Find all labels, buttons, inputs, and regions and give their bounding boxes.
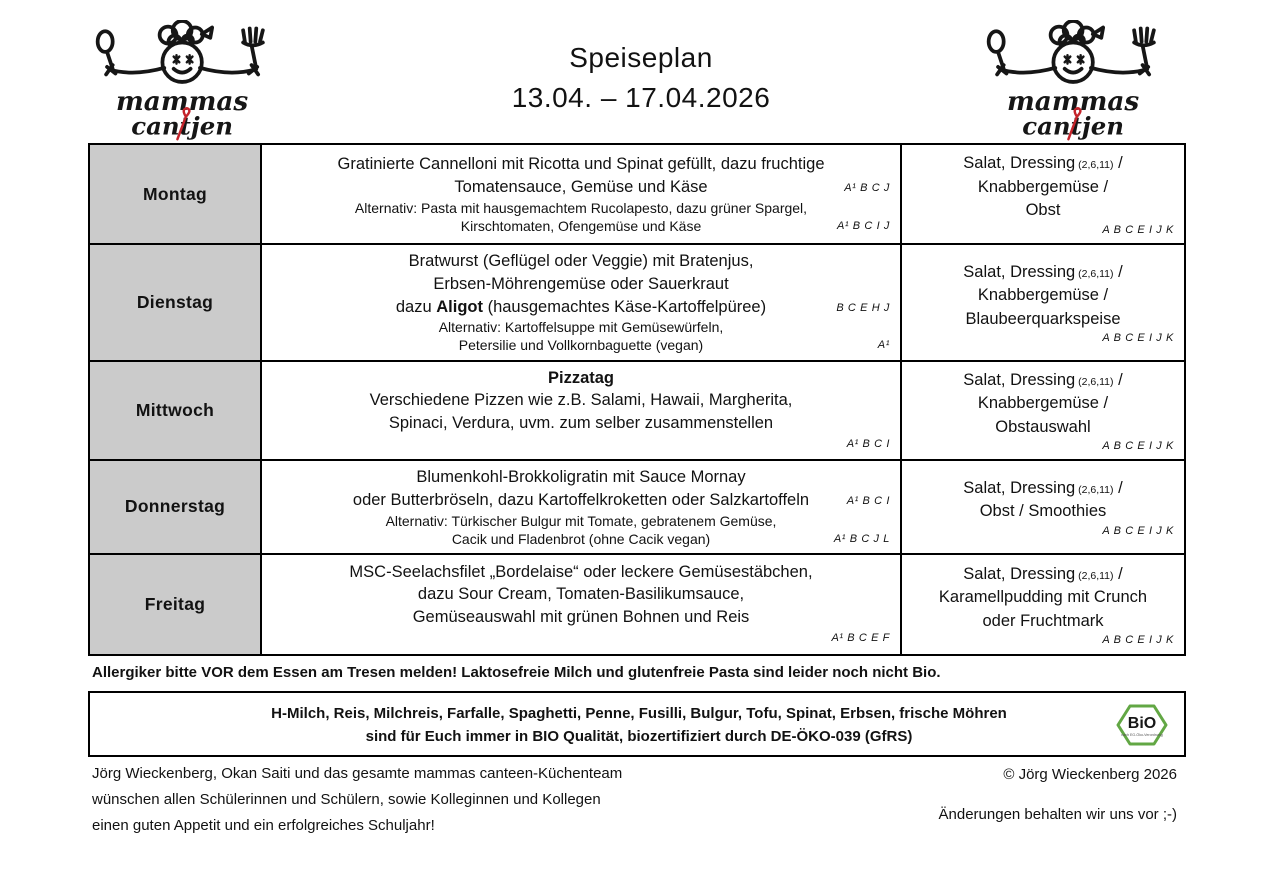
menu-line-text: Alternativ: Pasta mit hausgemachtem Rucolapesto, dazu grüner Spargel,: [354, 199, 808, 216]
dressing-note: (2,6,11): [1075, 569, 1114, 582]
menu-line-text: Alternativ: Kartoffelsuppe mit Gemüsewürfeln,: [438, 319, 724, 336]
menu-line-text: Karamellpudding mit Crunch: [938, 588, 1148, 607]
menu-line: [270, 489, 892, 512]
dish-text: /: [1113, 370, 1123, 389]
allergen-codes: A¹ B C I: [846, 495, 890, 508]
menu-line: [270, 389, 892, 412]
menu-line-text: Blaubeerquarkspeise: [965, 309, 1121, 328]
menu-row-freitag: [90, 553, 1184, 654]
allergen-codes: A¹ B C I: [846, 437, 890, 450]
day-label: Dienstag: [90, 245, 262, 360]
menu-line: [910, 500, 1176, 523]
header: [0, 0, 1282, 143]
menu-line-text: Pizzatag: [547, 368, 615, 387]
menu-line: [270, 583, 892, 606]
allergen-codes: A B C E I J K: [1102, 634, 1174, 646]
allergen-codes: A B C E I J K: [1102, 331, 1174, 344]
menu-line: [910, 586, 1176, 609]
menu-line: [270, 512, 892, 530]
menu-line-text: MSC-Seelachsfilet „Bordelaise“ oder leckere Gemüsestäbchen,: [349, 562, 813, 581]
side-dish-cell: [902, 245, 1184, 360]
bio-certificate-line: sind für Euch immer in BIO Qualität, biozertifiziert durch DE-ÖKO-039 (GfRS): [365, 728, 913, 746]
footer-greeting-line3: einen guten Appetit und ein erfolgreiches Schuljahr!: [92, 816, 435, 834]
menu-line: [270, 336, 892, 354]
menu-line: [270, 367, 892, 390]
menu-line-text: dazu Sour Cream, Tomaten-Basilikumsauce,: [417, 585, 745, 604]
menu-line-text: Obst: [1025, 201, 1061, 220]
day-label: Donnerstag: [90, 461, 262, 553]
menu-line-text: Salat, Dressing (2,6,11) /: [963, 564, 1123, 583]
menu-line: [270, 217, 892, 235]
menu-line-text: Salat, Dressing (2,6,11) /: [963, 262, 1123, 281]
menu-line-text: Spinaci, Verdura, uvm. zum selber zusammenstellen: [388, 414, 774, 433]
side-dish-cell: [902, 362, 1184, 459]
menu-line-text: Salat, Dressing (2,6,11) /: [963, 154, 1123, 173]
dish-text: /: [1113, 479, 1123, 497]
main-dish-cell: [262, 461, 902, 553]
menu-line-text: oder Butterbröseln, dazu Kartoffelkroketten oder Salzkartoffeln: [352, 490, 810, 509]
side-dish-cell: [902, 145, 1184, 243]
logo-word-mammas: mammas: [1007, 86, 1140, 118]
menu-line: [270, 296, 892, 319]
main-dish-cell: [262, 555, 902, 654]
allergen-codes: A B C E I J K: [1102, 524, 1174, 537]
menu-line: [910, 308, 1176, 331]
bio-hexagon-icon: [1112, 699, 1172, 751]
dish-text: /: [1113, 262, 1123, 281]
allergen-codes: A¹ B C J L: [833, 532, 890, 545]
logo-word-canteen: cantjen: [1022, 111, 1124, 141]
menu-line-text: Knabbergemüse /: [977, 394, 1109, 413]
menu-line: [910, 199, 1176, 222]
menu-line: [270, 250, 892, 273]
menu-line: [270, 199, 892, 217]
allergy-notice: Allergiker bitte VOR dem Essen am Tresen melden! Laktosefreie Milch und glutenfreie Pasta sind leider noch nicht Bio.: [92, 664, 941, 681]
dish-text: /: [1113, 154, 1123, 173]
menu-line-text: Kirschtomaten, Ofengemüse und Käse: [460, 217, 702, 234]
menu-line: [270, 412, 892, 435]
menu-line: [910, 176, 1176, 199]
footer-greeting-line2: wünschen allen Schülerinnen und Schülern, sowie Kolleginnen und Kollegen: [92, 790, 601, 808]
dish-highlight: Aligot: [436, 297, 483, 316]
menu-line-text: Alternativ: Türkischer Bulgur mit Tomate, gebratenem Gemüse,: [385, 512, 777, 529]
allergen-codes: A B C E I J K: [1102, 223, 1174, 236]
bio-certification-box: [88, 691, 1186, 757]
menu-line-text: Erbsen-Möhrengemüse oder Sauerkraut: [433, 274, 729, 293]
menu-row-dienstag: [90, 243, 1184, 360]
menu-line-text: Verschiedene Pizzen wie z.B. Salami, Hawaii, Margherita,: [369, 391, 793, 410]
menu-line: [910, 369, 1176, 392]
menu-line-text: Obst / Smoothies: [979, 502, 1107, 521]
allergen-codes: A¹ B C J: [844, 182, 890, 195]
bio-text: [90, 702, 1188, 749]
menu-line-text: Obstauswahl: [995, 417, 1091, 436]
menu-row-donnerstag: [90, 459, 1184, 553]
menu-line-text: Cacik und Fladenbrot (ohne Cacik vegan): [451, 530, 711, 547]
menu-line: [270, 273, 892, 296]
date-range: 13.04. – 17.04.2026: [511, 82, 771, 114]
menu-line: [910, 261, 1176, 284]
menu-line-text: oder Fruchtmark: [982, 611, 1104, 630]
day-label: Freitag: [90, 555, 262, 654]
main-dish-cell: [262, 145, 902, 243]
menu-line-text: [396, 298, 766, 316]
side-dish-cell: [902, 555, 1184, 654]
menu-line: [270, 629, 892, 648]
page-title: Speiseplan: [569, 42, 713, 73]
menu-line-text: Salat, Dressing (2,6,11) /: [963, 479, 1123, 497]
menu-row-montag: [90, 145, 1184, 243]
dish-text: (hausgemachtes Käse-Kartoffelpüree): [483, 297, 767, 316]
bio-seal: [1112, 699, 1172, 756]
dressing-note: (2,6,11): [1075, 159, 1114, 172]
menu-line-text: Knabbergemüse /: [977, 286, 1109, 305]
menu-line-text: Blumenkohl-Brokkoligratin mit Sauce Mornay: [416, 467, 746, 486]
menu-line-text: Gratinierte Cannelloni mit Ricotta und Spinat gefüllt, dazu fruchtige: [337, 155, 825, 174]
dressing-note: (2,6,11): [1075, 375, 1114, 388]
menu-table: [88, 143, 1186, 656]
menu-line: [910, 477, 1176, 500]
menu-line-text: Petersilie und Vollkornbaguette (vegan): [458, 337, 704, 354]
menu-line: [270, 153, 892, 176]
allergen-codes: A¹ B C I J: [836, 219, 890, 232]
changes-disclaimer: Änderungen behalten wir uns vor ;-): [938, 806, 1177, 823]
menu-line-text: Tomatensauce, Gemüse und Käse: [454, 177, 708, 196]
menu-line: [270, 466, 892, 489]
menu-line-text: Gemüseauswahl mit grünen Bohnen und Reis: [412, 608, 750, 627]
bio-seal-subtext: nach EG-Öko-Verordnung: [1121, 733, 1163, 737]
menu-line: [270, 530, 892, 548]
logo-word-mammas: mammas: [116, 86, 249, 118]
menu-line: [910, 563, 1176, 586]
menu-line: [270, 318, 892, 336]
menu-line: [270, 435, 892, 454]
menu-line: [910, 610, 1176, 633]
menu-line: [910, 416, 1176, 439]
footer-greeting: [92, 761, 732, 838]
menu-row-mittwoch: [90, 360, 1184, 459]
menu-line-text: Bratwurst (Geflügel oder Veggie) mit Bratenjus,: [408, 252, 754, 270]
main-dish-cell: [262, 245, 902, 360]
menu-line: [910, 152, 1176, 175]
menu-line: [270, 561, 892, 584]
footer-greeting-line1: Jörg Wieckenberg, Okan Saiti und das gesamte mammas canteen-Küchenteam: [92, 765, 623, 782]
menu-line-text: Salat, Dressing (2,6,11) /: [963, 370, 1123, 389]
dressing-note: (2,6,11): [1075, 267, 1114, 280]
dressing-note: (2,6,11): [1075, 484, 1114, 496]
allergen-codes: A B C E I J K: [1102, 439, 1174, 452]
main-dish-cell: [262, 362, 902, 459]
dish-text: /: [1113, 564, 1123, 583]
mammas-canteen-logo-right: [982, 20, 1168, 147]
bio-products-line: H-Milch, Reis, Milchreis, Farfalle, Spaghetti, Penne, Fusilli, Bulgur, Tofu, Spinat, Erbsen, frische Möhren: [271, 705, 1007, 722]
day-label: Mittwoch: [90, 362, 262, 459]
allergen-codes: B C E H J: [836, 302, 890, 315]
dish-text: dazu: [395, 297, 437, 316]
copyright-notice: © Jörg Wieckenberg 2026: [1003, 766, 1177, 783]
allergen-codes: A¹ B C E F: [831, 631, 890, 644]
menu-line-text: Knabbergemüse /: [977, 177, 1109, 196]
menu-line: [910, 392, 1176, 415]
menu-line: [910, 284, 1176, 307]
mammas-canteen-doodle-icon: [982, 20, 1168, 142]
menu-line: [270, 176, 892, 199]
allergen-codes: A¹: [877, 339, 890, 352]
bio-seal-label: BiO: [1127, 715, 1157, 732]
day-label: Montag: [90, 145, 262, 243]
menu-line: [270, 606, 892, 629]
logo-word-canteen: cantjen: [131, 111, 233, 141]
side-dish-cell: [902, 461, 1184, 553]
